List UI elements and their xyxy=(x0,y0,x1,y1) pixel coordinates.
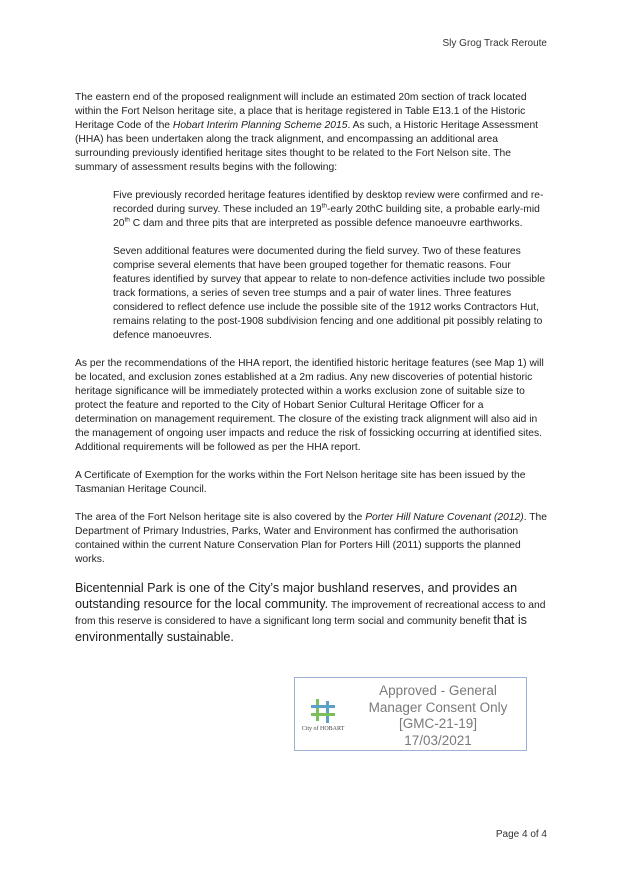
quote-additional-features: Seven additional features were documented during the field survey. Two of these features comprise several elements that have been grouped together for thematic reasons. Four features identified by survey that appear to relate to non-defence activities include two possible track formations, a series of seven tree stumps and a pair of water lines. Three features considered to reflect defence use include the possible site of the 1912 works Contractors Hut, remains relating to the post-1908 subdivision fencing and one additional pit possibly relating to defence manoeuvres. xyxy=(113,246,546,341)
page-number: Page 4 of 4 xyxy=(495,829,547,840)
body-content xyxy=(75,91,547,659)
superscript: th xyxy=(321,202,327,210)
text-run: The eastern end of the proposed realignment will include an estimated 20m section of track located within the Fort Nelson heritage site, a place that is heritage registered in Table E13.1 of the Historic Heritage Code of the xyxy=(75,92,527,131)
stamp-line-consent: Manager Consent Only xyxy=(368,699,508,715)
text-run: . As such, a Historic Heritage Assessment (HHA) has been undertaken along the track alignment, and encompassing an additional area surrounding previously identified heritage sites thought to be related to the Fort Nelson site. The summary of assessment results begins with the following: xyxy=(75,120,539,173)
stamp-line-approved: Approved - General xyxy=(379,683,497,698)
approval-stamp xyxy=(294,677,527,751)
planning-scheme-title: Hobart Interim Planning Scheme 2015 xyxy=(172,120,348,131)
paragraph-bicentennial-park xyxy=(75,581,547,645)
city-of-hobart-logo xyxy=(299,696,347,736)
quote-previously-recorded xyxy=(113,189,547,231)
paragraph-nature-covenant xyxy=(75,511,547,567)
text-run: -early 20thC building site, a probable early-mid 20 xyxy=(113,204,540,229)
hobart-logo-icon xyxy=(299,696,347,726)
stamp-text xyxy=(353,683,523,749)
superscript: th xyxy=(124,216,130,224)
text-run: Five previously recorded heritage features identified by desktop review were confirmed and re-recorded during survey. These included an 19 xyxy=(113,190,544,215)
text-run: that is environmentally sustainable. xyxy=(75,613,527,644)
text-run: The improvement of recreational access to and from this reserve is considered to have a significant long term social and community benefit xyxy=(75,599,546,627)
text-run: . The Department of Primary Industries, Parks, Water and Environment has confirmed the authorisation contained within the current Nature Conservation Plan for Porters Hill (2011) supports the planned works. xyxy=(75,512,547,565)
paragraph-heritage-intro xyxy=(75,91,547,175)
page-header: Sly Grog Track Reroute xyxy=(442,38,547,49)
covenant-title: Porter Hill Nature Covenant (2012) xyxy=(365,512,524,523)
text-run: Bicentennial Park is one of the City’s major bushland reserves, and provides an outstanding resource for the local community. xyxy=(75,581,518,611)
text-run: The area of the Fort Nelson heritage site is also covered by the xyxy=(75,512,366,523)
paragraph-hha-recommendations: As per the recommendations of the HHA report, the identified historic heritage features (see Map 1) will be located, and exclusion zones established at a 2m radius. Any new discoveries of potential historic heritage significance will be immediately protected within a works exclusion zone of suitable size to protect the feature and reported to the City of Hobart Senior Cultural Heritage Officer for a determination on management requirement. The closure of the existing track alignment will also aid in the management of ongoing user impacts and reduce the risk of fossicking occurring at identified sites. Additional requirements will be followed as per the HHA report. xyxy=(75,358,544,453)
stamp-line-date: 17/03/2021 xyxy=(404,732,472,748)
stamp-line-reference: [GMC-21-19] xyxy=(398,716,478,731)
text-run: C dam and three pits that are interpreted as possible defence manoeuvre earthworks. xyxy=(129,218,523,229)
paragraph-certificate-exemption: A Certificate of Exemption for the works within the Fort Nelson heritage site has been issued by the Tasmanian Heritage Council. xyxy=(75,470,526,495)
logo-wordmark: City of HOBART xyxy=(301,726,345,732)
